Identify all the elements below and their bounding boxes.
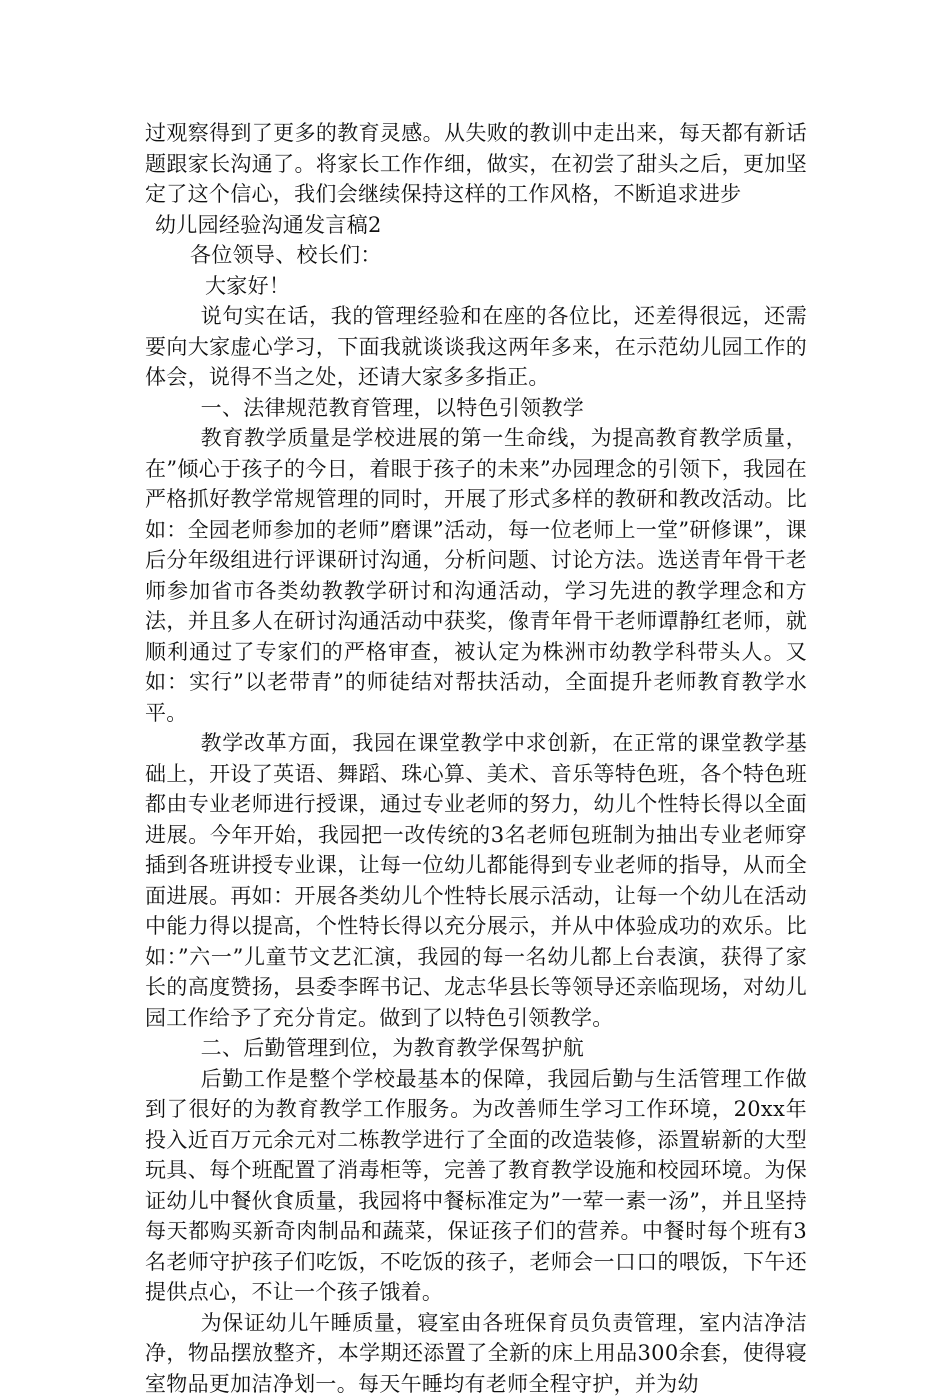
document-title: 幼儿园经验沟通发言稿2 xyxy=(145,210,807,241)
document-page xyxy=(145,118,807,1399)
paragraph-teaching-reform: 教学改革方面，我园在课堂教学中求创新，在正常的课堂教学基础上，开设了英语、舞蹈、珠心算、美术、音乐等特色班，各个特色班都由专业老师进行授课，通过专业老师的努力，幼儿个性特长得以全面进展。今年开始，我园把一改传统的3名老师包班制为抽出专业老师穿插到各班讲授专业课，让每一位幼儿都能得到专业老师的指导，从而全面进展。再如：开展各类幼儿个性特长展示活动，让每一个幼儿在活动中能力得以提高，个性特长得以充分展示，并从中体验成功的欢乐。比如：”六一”儿童节文艺汇演，我园的每一名幼儿都上台表演，获得了家长的高度赞扬，县委李晖书记、龙志华县长等领导还亲临现场，对幼儿园工作给予了充分肯定。做到了以特色引领教学。 xyxy=(145,728,807,1033)
section-heading-2: 二、后勤管理到位，为教育教学保驾护航 xyxy=(145,1033,807,1064)
greeting: 大家好！ xyxy=(145,271,807,302)
paragraph-intro: 说句实在话，我的管理经验和在座的各位比，还差得很远，还需要向大家虚心学习，下面我就谈谈我这两年多来，在示范幼儿园工作的体会，说得不当之处，还请大家多多指正。 xyxy=(145,301,807,393)
salutation: 各位领导、校长们： xyxy=(145,240,807,271)
paragraph-logistics: 后勤工作是整个学校最基本的保障，我园后勤与生活管理工作做到了很好的为教育教学工作服务。为改善师生学习工作环境，20xx年投入近百万元余元对二栋教学进行了全面的改造装修，添置崭新的大型玩具、每个班配置了消毒柜等，完善了教育教学设施和校园环境。为保证幼儿中餐伙食质量，我园将中餐标准定为”一荤一素一汤”，并且坚持每天都购买新奇肉制品和蔬菜，保证孩子们的营养。中餐时每个班有3名老师守护孩子们吃饭，不吃饭的孩子，老师会一口口的喂饭，下午还提供点心，不让一个孩子饿着。 xyxy=(145,1064,807,1308)
section-heading-1: 一、法律规范教育管理，以特色引领教学 xyxy=(145,393,807,424)
paragraph-continuation: 过观察得到了更多的教育灵感。从失败的教训中走出来，每天都有新话题跟家长沟通了。将家长工作作细，做实，在初尝了甜头之后，更加坚定了这个信心，我们会继续保持这样的工作风格，不断追求进步 xyxy=(145,118,807,210)
paragraph-teaching-quality: 教育教学质量是学校进展的第一生命线，为提高教育教学质量，在”倾心于孩子的今日，着眼于孩子的未来”办园理念的引领下，我园在严格抓好教学常规管理的同时，开展了形式多样的教研和教改活动。比如：全园老师参加的老师”磨课”活动，每一位老师上一堂”研修课”，课后分年级组进行评课研讨沟通，分析问题、讨论方法。选送青年骨干老师参加省市各类幼教教学研讨和沟通活动，学习先进的教学理念和方法，并且多人在研讨沟通活动中获奖，像青年骨干老师谭静红老师，就顺利通过了专家们的严格审查，被认定为株洲市幼教学科带头人。又如：实行”以老带青”的师徒结对帮扶活动，全面提升老师教育教学水平。 xyxy=(145,423,807,728)
paragraph-nap: 为保证幼儿午睡质量，寝室由各班保育员负责管理，室内洁净洁净，物品摆放整齐，本学期还添置了全新的床上用品300余套，使得寝室物品更加洁净划一。每天午睡均有老师全程守护，并为幼 xyxy=(145,1308,807,1399)
